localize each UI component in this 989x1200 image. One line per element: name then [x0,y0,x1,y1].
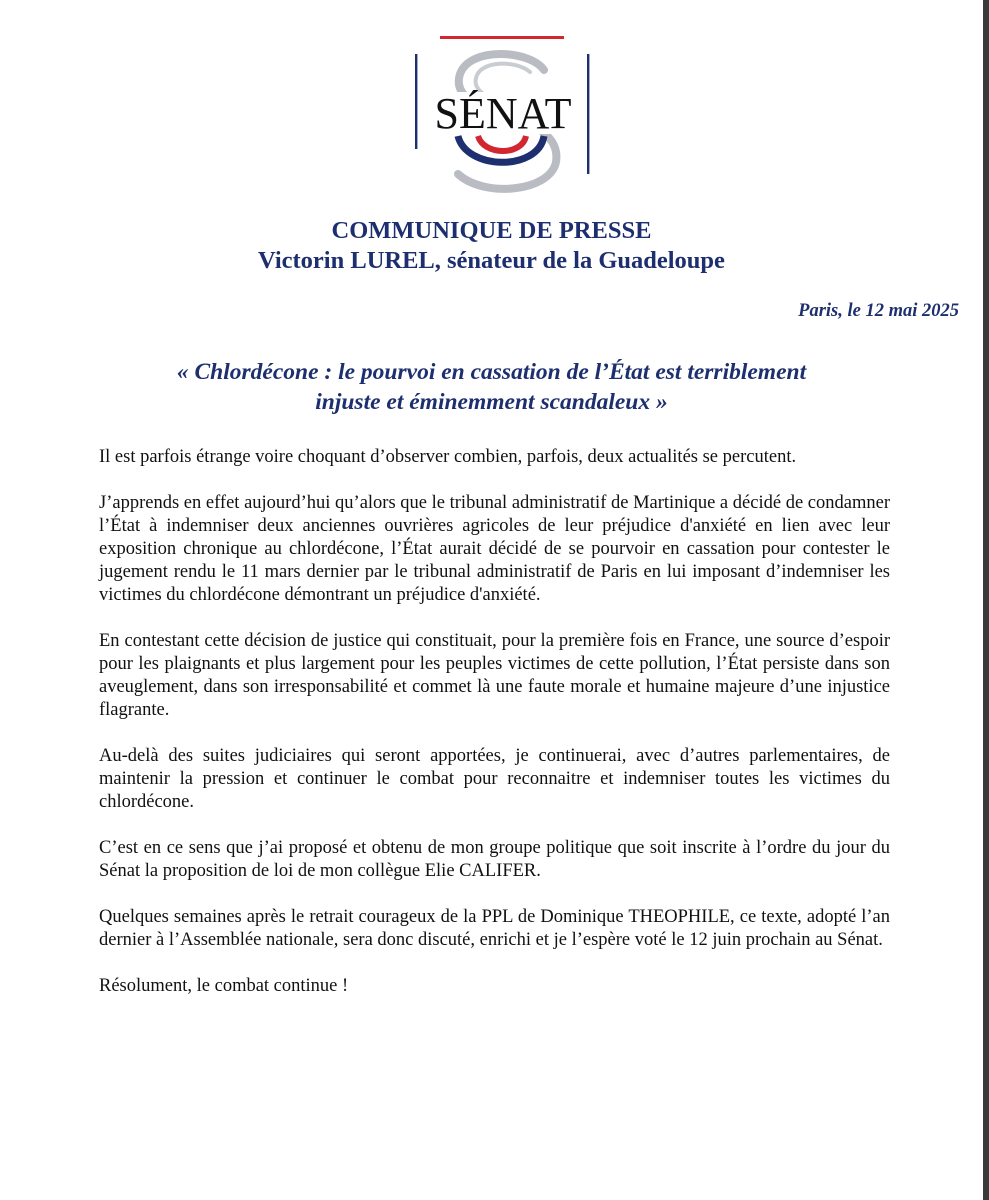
paragraph-7: Résolument, le combat continue ! [99,976,349,996]
headline-line-1: « Chlordécone : le pourvoi en cassation de l’État est terriblement [176,359,807,385]
press-release-header [0,216,983,276]
paragraph-3: En contestant cette décision de justice qui constituait, pour la première fois en France, une source d’espoir pour les plaignants et plus largement pour les peuples victimes de cette pollution, l’État persiste dans son aveuglement, dans son irresponsabilité et commet là une faute morale et humaine majeure d’une injustice flagrante. [99,631,890,720]
document-subtitle: Victorin LUREL, sénateur de la Guadeloupe [258,247,725,274]
date-line: Paris, le 12 mai 2025 [798,301,959,321]
logo-red-bar [440,36,564,39]
senat-logo [412,32,592,207]
body-text [99,446,890,1021]
paragraph-6: Quelques semaines après le retrait courageux de la PPL de Dominique THEOPHILE, ce texte, adopté l’an dernier à l’Assemblée nationale, sera donc discuté, enrichi et je l’espère voté le 12 juin prochain au Sénat. [99,907,890,950]
headline-line-2: injuste et éminemment scandaleux » [315,389,668,415]
paragraph-4: Au-delà des suites judiciaires qui seront apportées, je continuerai, avec d’autres parlementaires, de maintenir la pression et continuer le combat pour reconnaitre et indemniser toutes les victimes du chlordécone. [99,746,890,812]
document-title: COMMUNIQUE DE PRESSE [331,217,652,244]
page-edge [983,0,989,1200]
paragraph-5: C’est en ce sens que j’ai proposé et obtenu de mon groupe politique que soit inscrite à l’ordre du jour du Sénat la proposition de loi de mon collègue Elie CALIFER. [99,838,890,881]
paragraph-2: J’apprends en effet aujourd’hui qu’alors que le tribunal administratif de Martinique a décidé de condamner l’État à indemniser deux anciennes ouvrières agricoles de leur préjudice d'anxiété en lien avec leur exposition chronique au chlordécone, l’État aurait décidé de se pourvoir en cassation pour contester le jugement rendu le 11 mars dernier par le tribunal administratif de Paris en lui imposant d’indemniser les victimes du chlordécone démontrant un préjudice d'anxiété. [99,493,890,605]
paragraph-1: Il est parfois étrange voire choquant d’observer combien, parfois, deux actualités se percutent. [99,447,797,467]
headline [0,357,983,417]
logo-right-bar [587,54,589,174]
logo-red-arc [478,136,526,151]
logo-wordmark: SÉNAT [434,89,572,138]
logo-left-bar [415,54,417,149]
